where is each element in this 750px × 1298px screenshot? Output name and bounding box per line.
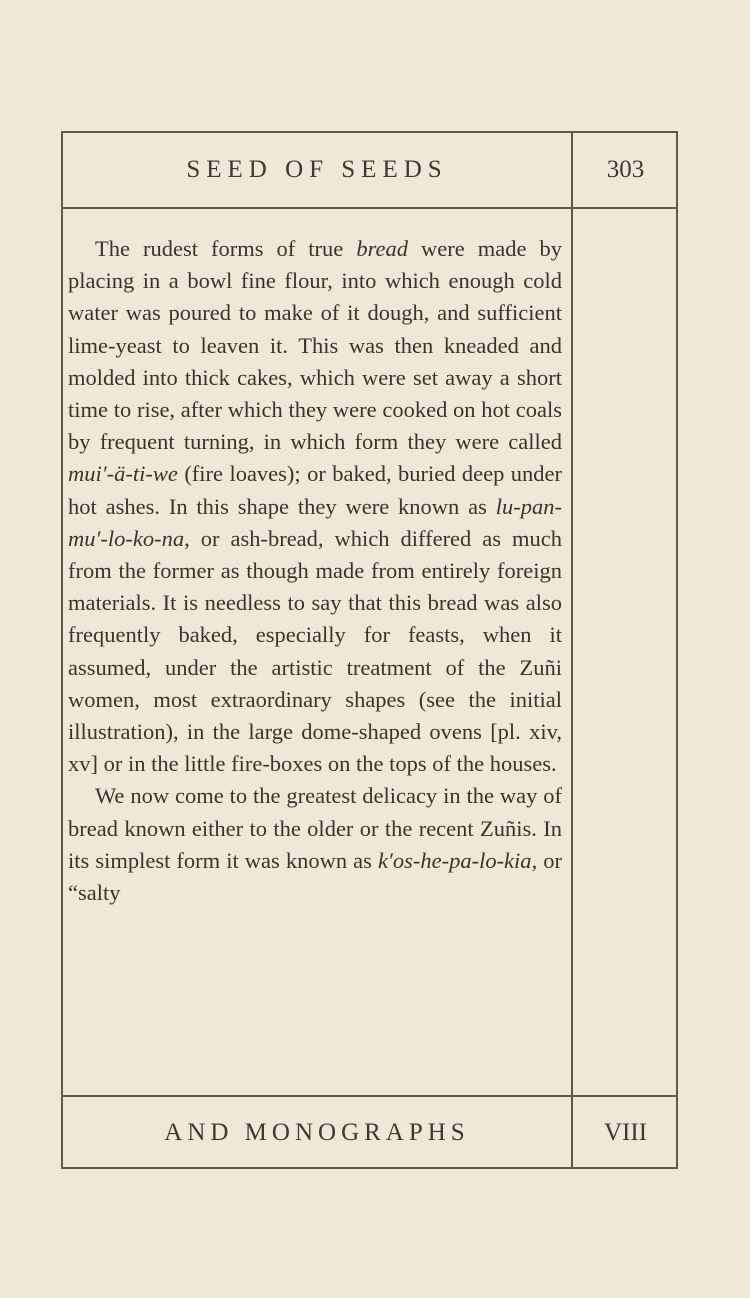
paragraph bbox=[68, 780, 562, 909]
page-number: 303 bbox=[606, 156, 645, 183]
italic-term: k′os-he-pa-lo-kia bbox=[377, 847, 532, 873]
text-run: , or “salty bbox=[68, 847, 562, 906]
text-run: were made by placing in a bowl fine flour, into which enough cold water was poured to make of it dough, and sufficient lime-yeast to leaven it. This was then kneaded and molded into thick cakes, which were set away a short time to rise, after which they were cooked on hot coals by frequent turning, in which form they were called bbox=[68, 236, 562, 455]
running-title: SEED OF SEEDS bbox=[186, 156, 448, 183]
volume-number: VIII bbox=[603, 1119, 648, 1146]
text-run: We now come to the greatest delicacy in the way of bread known either to the older or the recent Zuñis. In its simplest form it was known as bbox=[68, 783, 562, 873]
italic-term: mui′-ä-ti-we bbox=[68, 461, 178, 487]
text-run: (fire loaves); or baked, buried deep under hot ashes. In this shape they were known as bbox=[68, 461, 562, 519]
body-text bbox=[68, 233, 562, 909]
italic-term: lu-pan-mu′-lo-ko-na bbox=[68, 493, 562, 551]
text-run: , or ash-bread, which differed as much from the former as though made from entirely foreign materials. It is needless to say that this bread was also frequently baked, especially for feasts, when it assumed, under the artistic treatment of the Zuñi women, most extraordinary shapes (see the initial illustration), in the large dome-shaped ovens [pl. xiv, xv] or in the little fire-boxes on the tops of the houses. bbox=[68, 525, 562, 777]
italic-term: bread bbox=[356, 236, 408, 261]
series-title: AND MONOGRAPHS bbox=[164, 1119, 470, 1146]
column-divider bbox=[571, 133, 573, 1167]
page-frame bbox=[61, 131, 678, 1169]
text-run: The rudest forms of true bbox=[95, 236, 357, 261]
paragraph bbox=[68, 233, 562, 780]
header-rule bbox=[63, 207, 676, 209]
